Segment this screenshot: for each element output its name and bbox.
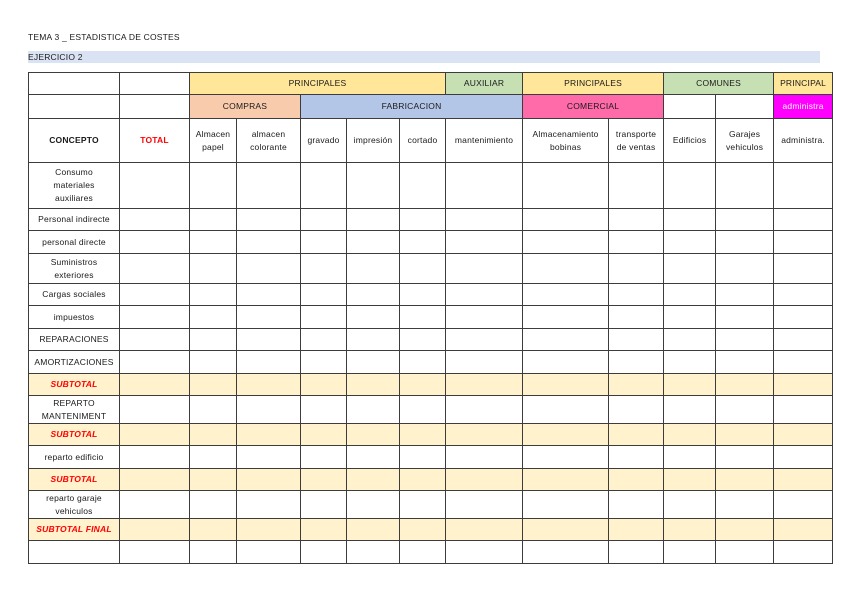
value-cell-total xyxy=(120,254,190,284)
value-cell-impresion xyxy=(347,231,400,254)
table-row xyxy=(29,209,833,231)
group-header-comercial: COMERCIAL xyxy=(523,95,664,119)
value-cell-gravado xyxy=(301,231,347,254)
value-cell-almacen-papel xyxy=(190,351,237,374)
value-cell-garajes-vehiculos xyxy=(716,329,774,351)
table-row xyxy=(29,231,833,254)
value-cell-mantenimiento xyxy=(446,541,523,564)
value-cell-cortado xyxy=(400,163,446,209)
value-cell-almacenamiento-bobinas xyxy=(523,163,609,209)
column-header-transporte-ventas: transporte de ventas xyxy=(609,119,664,163)
group-header-principales-comercial: PRINCIPALES xyxy=(523,73,664,95)
value-cell-total xyxy=(120,519,190,541)
value-cell-transporte-ventas xyxy=(609,396,664,424)
value-cell-cortado xyxy=(400,329,446,351)
value-cell-almacenamiento-bobinas xyxy=(523,374,609,396)
value-cell-edificios xyxy=(664,446,716,469)
row-label: SUBTOTAL xyxy=(29,374,120,396)
value-cell-transporte-ventas xyxy=(609,374,664,396)
column-header-mantenimiento: mantenimiento xyxy=(446,119,523,163)
value-cell-transporte-ventas xyxy=(609,231,664,254)
value-cell-mantenimiento xyxy=(446,491,523,519)
value-cell-total xyxy=(120,163,190,209)
column-header-gravado: gravado xyxy=(301,119,347,163)
value-cell-impresion xyxy=(347,306,400,329)
table-row xyxy=(29,351,833,374)
group-header-comunes: COMUNES xyxy=(664,73,774,95)
value-cell-mantenimiento xyxy=(446,306,523,329)
row-label: Personal indirecte xyxy=(29,209,120,231)
value-cell-mantenimiento xyxy=(446,424,523,446)
value-cell-almacen-colorante xyxy=(237,231,301,254)
table-row xyxy=(29,396,833,424)
value-cell-edificios xyxy=(664,374,716,396)
value-cell-impresion xyxy=(347,519,400,541)
value-cell-gravado xyxy=(301,446,347,469)
subtotal-final-row xyxy=(29,519,833,541)
value-cell-almacenamiento-bobinas xyxy=(523,284,609,306)
value-cell-total xyxy=(120,541,190,564)
value-cell-garajes-vehiculos xyxy=(716,306,774,329)
value-cell-impresion xyxy=(347,254,400,284)
cost-statistics-table xyxy=(28,72,833,564)
value-cell-administra xyxy=(774,254,833,284)
row-label: Suministros exteriores xyxy=(29,254,120,284)
value-cell-impresion xyxy=(347,424,400,446)
value-cell-mantenimiento xyxy=(446,329,523,351)
value-cell-impresion xyxy=(347,163,400,209)
column-header-garajes-vehiculos: Garajes vehiculos xyxy=(716,119,774,163)
value-cell-administra xyxy=(774,163,833,209)
value-cell-administra xyxy=(774,329,833,351)
column-header-cortado: cortado xyxy=(400,119,446,163)
value-cell-almacen-papel xyxy=(190,374,237,396)
value-cell-transporte-ventas xyxy=(609,446,664,469)
row-label: SUBTOTAL xyxy=(29,469,120,491)
subtotal-row xyxy=(29,424,833,446)
value-cell-almacen-papel xyxy=(190,163,237,209)
value-cell-cortado xyxy=(400,284,446,306)
value-cell-edificios xyxy=(664,284,716,306)
value-cell-almacen-colorante xyxy=(237,541,301,564)
value-cell-impresion xyxy=(347,446,400,469)
value-cell-garajes-vehiculos xyxy=(716,209,774,231)
value-cell-almacen-colorante xyxy=(237,469,301,491)
value-cell-transporte-ventas xyxy=(609,284,664,306)
value-cell-garajes-vehiculos xyxy=(716,446,774,469)
value-cell-garajes-vehiculos xyxy=(716,351,774,374)
table-row xyxy=(29,163,833,209)
value-cell-mantenimiento xyxy=(446,209,523,231)
value-cell-impresion xyxy=(347,541,400,564)
value-cell-gravado xyxy=(301,424,347,446)
table-row xyxy=(29,446,833,469)
value-cell-almacen-papel xyxy=(190,541,237,564)
value-cell-cortado xyxy=(400,541,446,564)
value-cell-administra xyxy=(774,424,833,446)
row-label: AMORTIZACIONES xyxy=(29,351,120,374)
value-cell-almacen-papel xyxy=(190,396,237,424)
row-label: SUBTOTAL FINAL xyxy=(29,519,120,541)
value-cell-almacenamiento-bobinas xyxy=(523,306,609,329)
table-row xyxy=(29,284,833,306)
value-cell-garajes-vehiculos xyxy=(716,541,774,564)
value-cell-administra xyxy=(774,374,833,396)
subtotal-row xyxy=(29,374,833,396)
value-cell-almacen-colorante xyxy=(237,491,301,519)
value-cell-edificios xyxy=(664,306,716,329)
value-cell-almacenamiento-bobinas xyxy=(523,424,609,446)
value-cell-administra xyxy=(774,541,833,564)
value-cell-garajes-vehiculos xyxy=(716,469,774,491)
value-cell-almacen-papel xyxy=(190,306,237,329)
value-cell-transporte-ventas xyxy=(609,163,664,209)
value-cell-garajes-vehiculos xyxy=(716,284,774,306)
value-cell-almacen-papel xyxy=(190,469,237,491)
value-cell-gravado xyxy=(301,519,347,541)
value-cell-edificios xyxy=(664,254,716,284)
row-label: Consumo materiales auxiliares xyxy=(29,163,120,209)
value-cell-almacen-colorante xyxy=(237,374,301,396)
value-cell-impresion xyxy=(347,396,400,424)
value-cell-transporte-ventas xyxy=(609,306,664,329)
value-cell-mantenimiento xyxy=(446,254,523,284)
row-label: REPARTO MANTENIMENT xyxy=(29,396,120,424)
group-header-auxiliar: AUXILIAR xyxy=(446,73,523,95)
value-cell-cortado xyxy=(400,519,446,541)
value-cell-edificios xyxy=(664,424,716,446)
row-label: SUBTOTAL xyxy=(29,424,120,446)
value-cell-edificios xyxy=(664,541,716,564)
value-cell-transporte-ventas xyxy=(609,254,664,284)
value-cell-cortado xyxy=(400,446,446,469)
value-cell-administra xyxy=(774,209,833,231)
value-cell-garajes-vehiculos xyxy=(716,163,774,209)
value-cell-cortado xyxy=(400,209,446,231)
value-cell-almacenamiento-bobinas xyxy=(523,209,609,231)
value-cell-total xyxy=(120,284,190,306)
value-cell-garajes-vehiculos xyxy=(716,396,774,424)
value-cell-gravado xyxy=(301,491,347,519)
value-cell-cortado xyxy=(400,306,446,329)
value-cell-garajes-vehiculos xyxy=(716,491,774,519)
value-cell-transporte-ventas xyxy=(609,541,664,564)
row-label: Cargas sociales xyxy=(29,284,120,306)
value-cell-transporte-ventas xyxy=(609,491,664,519)
value-cell-impresion xyxy=(347,209,400,231)
value-cell-mantenimiento xyxy=(446,519,523,541)
value-cell-cortado xyxy=(400,491,446,519)
value-cell-cortado xyxy=(400,231,446,254)
empty-header-cell xyxy=(29,95,120,119)
empty-header-cell xyxy=(664,95,716,119)
value-cell-cortado xyxy=(400,396,446,424)
value-cell-gravado xyxy=(301,469,347,491)
row-label: reparto edificio xyxy=(29,446,120,469)
value-cell-almacenamiento-bobinas xyxy=(523,519,609,541)
value-cell-almacen-papel xyxy=(190,231,237,254)
value-cell-total xyxy=(120,231,190,254)
row-label: personal directe xyxy=(29,231,120,254)
value-cell-gravado xyxy=(301,351,347,374)
value-cell-total xyxy=(120,374,190,396)
value-cell-edificios xyxy=(664,231,716,254)
value-cell-administra xyxy=(774,491,833,519)
row-label-empty xyxy=(29,541,120,564)
row-label: reparto garaje vehiculos xyxy=(29,491,120,519)
group-header-row-2 xyxy=(29,95,833,119)
value-cell-gravado xyxy=(301,163,347,209)
value-cell-cortado xyxy=(400,424,446,446)
value-cell-edificios xyxy=(664,469,716,491)
group-header-row-1 xyxy=(29,73,833,95)
value-cell-administra xyxy=(774,351,833,374)
value-cell-garajes-vehiculos xyxy=(716,519,774,541)
column-header-impresion: impresión xyxy=(347,119,400,163)
value-cell-garajes-vehiculos xyxy=(716,254,774,284)
value-cell-almacenamiento-bobinas xyxy=(523,541,609,564)
value-cell-total xyxy=(120,424,190,446)
value-cell-almacen-colorante xyxy=(237,424,301,446)
column-header-almacen-papel: Almacen papel xyxy=(190,119,237,163)
value-cell-gravado xyxy=(301,306,347,329)
table-row xyxy=(29,329,833,351)
value-cell-almacenamiento-bobinas xyxy=(523,396,609,424)
value-cell-transporte-ventas xyxy=(609,329,664,351)
value-cell-almacen-papel xyxy=(190,209,237,231)
group-header-principal: PRINCIPAL xyxy=(774,73,833,95)
empty-header-cell xyxy=(716,95,774,119)
exercise-heading-bar xyxy=(28,51,820,63)
value-cell-gravado xyxy=(301,284,347,306)
value-cell-almacen-papel xyxy=(190,329,237,351)
value-cell-cortado xyxy=(400,469,446,491)
value-cell-mantenimiento xyxy=(446,396,523,424)
value-cell-administra xyxy=(774,306,833,329)
value-cell-total xyxy=(120,306,190,329)
empty-header-cell xyxy=(120,73,190,95)
value-cell-impresion xyxy=(347,491,400,519)
empty-header-cell xyxy=(29,73,120,95)
value-cell-administra xyxy=(774,446,833,469)
value-cell-mantenimiento xyxy=(446,374,523,396)
column-header-administra: administra. xyxy=(774,119,833,163)
value-cell-almacenamiento-bobinas xyxy=(523,351,609,374)
value-cell-administra xyxy=(774,519,833,541)
table-row xyxy=(29,254,833,284)
value-cell-almacen-colorante xyxy=(237,254,301,284)
value-cell-cortado xyxy=(400,351,446,374)
value-cell-almacen-papel xyxy=(190,284,237,306)
value-cell-gravado xyxy=(301,209,347,231)
value-cell-administra xyxy=(774,396,833,424)
value-cell-mantenimiento xyxy=(446,446,523,469)
row-label: REPARACIONES xyxy=(29,329,120,351)
empty-header-cell xyxy=(120,95,190,119)
value-cell-administra xyxy=(774,231,833,254)
row-label: impuestos xyxy=(29,306,120,329)
column-header-edificios: Edificios xyxy=(664,119,716,163)
value-cell-mantenimiento xyxy=(446,469,523,491)
table-row xyxy=(29,306,833,329)
subtotal-row xyxy=(29,469,833,491)
value-cell-total xyxy=(120,351,190,374)
value-cell-gravado xyxy=(301,374,347,396)
value-cell-edificios xyxy=(664,396,716,424)
value-cell-edificios xyxy=(664,163,716,209)
value-cell-total xyxy=(120,491,190,519)
value-cell-impresion xyxy=(347,374,400,396)
value-cell-transporte-ventas xyxy=(609,519,664,541)
value-cell-garajes-vehiculos xyxy=(716,231,774,254)
value-cell-almacen-papel xyxy=(190,446,237,469)
value-cell-total xyxy=(120,396,190,424)
value-cell-impresion xyxy=(347,284,400,306)
column-header-total: TOTAL xyxy=(120,119,190,163)
value-cell-transporte-ventas xyxy=(609,424,664,446)
group-header-principales: PRINCIPALES xyxy=(190,73,446,95)
value-cell-almacen-colorante xyxy=(237,163,301,209)
value-cell-cortado xyxy=(400,374,446,396)
table-row xyxy=(29,491,833,519)
value-cell-almacen-colorante xyxy=(237,446,301,469)
value-cell-mantenimiento xyxy=(446,284,523,306)
value-cell-total xyxy=(120,329,190,351)
value-cell-mantenimiento xyxy=(446,231,523,254)
column-header-almacenamiento-bobinas: Almacenamiento bobinas xyxy=(523,119,609,163)
value-cell-impresion xyxy=(347,329,400,351)
value-cell-transporte-ventas xyxy=(609,209,664,231)
column-header-row xyxy=(29,119,833,163)
group-header-fabricacion: FABRICACION xyxy=(301,95,523,119)
value-cell-almacenamiento-bobinas xyxy=(523,254,609,284)
value-cell-edificios xyxy=(664,519,716,541)
value-cell-almacenamiento-bobinas xyxy=(523,231,609,254)
value-cell-impresion xyxy=(347,469,400,491)
value-cell-almacen-papel xyxy=(190,519,237,541)
value-cell-garajes-vehiculos xyxy=(716,374,774,396)
value-cell-almacen-papel xyxy=(190,254,237,284)
value-cell-almacen-colorante xyxy=(237,209,301,231)
value-cell-almacenamiento-bobinas xyxy=(523,491,609,519)
value-cell-almacen-colorante xyxy=(237,284,301,306)
value-cell-edificios xyxy=(664,351,716,374)
value-cell-administra xyxy=(774,469,833,491)
column-header-almacen-colorante: almacen colorante xyxy=(237,119,301,163)
value-cell-gravado xyxy=(301,254,347,284)
value-cell-impresion xyxy=(347,351,400,374)
value-cell-administra xyxy=(774,284,833,306)
column-header-concepto: CONCEPTO xyxy=(29,119,120,163)
value-cell-almacen-colorante xyxy=(237,519,301,541)
value-cell-edificios xyxy=(664,329,716,351)
value-cell-gravado xyxy=(301,396,347,424)
empty-table-row xyxy=(29,541,833,564)
value-cell-mantenimiento xyxy=(446,351,523,374)
value-cell-transporte-ventas xyxy=(609,351,664,374)
group-header-compras: COMPRAS xyxy=(190,95,301,119)
value-cell-cortado xyxy=(400,254,446,284)
value-cell-total xyxy=(120,469,190,491)
value-cell-edificios xyxy=(664,209,716,231)
value-cell-almacen-colorante xyxy=(237,306,301,329)
value-cell-mantenimiento xyxy=(446,163,523,209)
exercise-heading: EJERCICIO 2 xyxy=(28,52,83,62)
value-cell-gravado xyxy=(301,329,347,351)
value-cell-almacenamiento-bobinas xyxy=(523,469,609,491)
value-cell-almacen-papel xyxy=(190,491,237,519)
value-cell-garajes-vehiculos xyxy=(716,424,774,446)
value-cell-almacenamiento-bobinas xyxy=(523,446,609,469)
value-cell-almacen-colorante xyxy=(237,351,301,374)
value-cell-almacen-colorante xyxy=(237,396,301,424)
group-header-administra: administra xyxy=(774,95,833,119)
value-cell-gravado xyxy=(301,541,347,564)
value-cell-transporte-ventas xyxy=(609,469,664,491)
value-cell-almacenamiento-bobinas xyxy=(523,329,609,351)
value-cell-almacen-colorante xyxy=(237,329,301,351)
value-cell-total xyxy=(120,446,190,469)
value-cell-edificios xyxy=(664,491,716,519)
value-cell-total xyxy=(120,209,190,231)
value-cell-almacen-papel xyxy=(190,424,237,446)
document-title: TEMA 3 _ ESTADISTICA DE COSTES xyxy=(28,32,180,42)
